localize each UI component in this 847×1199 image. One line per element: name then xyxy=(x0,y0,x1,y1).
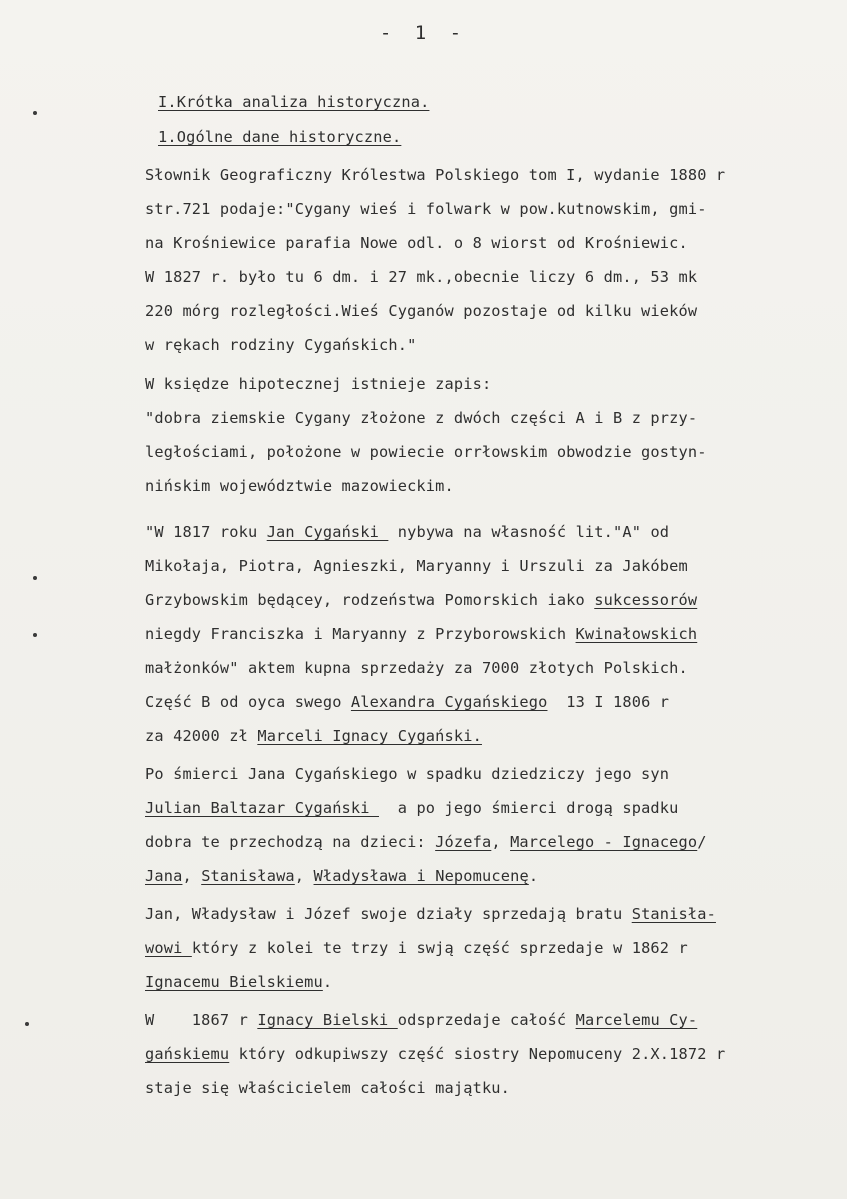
section-heading: I.Krótka analiza historyczna. xyxy=(158,93,430,111)
text-line: W 1827 r. było tu 6 dm. i 27 mk.,obecnie liczy 6 dm., 53 mk xyxy=(145,268,698,286)
text-line: "W 1817 roku Jan Cygański nybywa na własność lit."A" od xyxy=(145,523,670,541)
underlined-name: Alexandra Cygańskiego xyxy=(350,693,548,711)
text-line: Ignacemu Bielskiemu. xyxy=(145,973,333,991)
text-line: Słownik Geograficzny Królestwa Polskiego tom I, wydanie 1880 r xyxy=(145,166,726,184)
text-line: na Krośniewice parafia Nowe odl. o 8 wiorst od Krośniewic. xyxy=(145,234,688,252)
text-line: gańskiemu który odkupiwszy część siostry Nepomuceny 2.X.1872 r xyxy=(145,1045,726,1063)
text-line: ległościami, położone w powiecie orrłowskim obwodzie gostyn- xyxy=(145,443,707,461)
margin-dot xyxy=(33,111,37,115)
underlined-name: Marceli Ignacy Cygański. xyxy=(257,727,482,745)
text-line: małżonków" aktem kupna sprzedaży za 7000 złotych Polskich. xyxy=(145,659,688,677)
underlined-name: Stanisła- xyxy=(631,905,716,923)
text-line: 220 mórg rozległości.Wieś Cyganów pozostaje od kilku wieków xyxy=(145,302,698,320)
underlined-name: Jan Cygański xyxy=(266,523,389,541)
text-line: staje się właścicielem całości majątku. xyxy=(145,1079,511,1097)
text-line: niegdy Franciszka i Maryanny z Przyborowskich Kwinałowskich xyxy=(145,625,698,643)
underlined-name: Julian Baltazar Cygański xyxy=(145,799,379,817)
text-line: Jana, Stanisława, Władysława i Nepomucenę. xyxy=(145,867,539,885)
subsection-heading: 1.Ogólne dane historyczne. xyxy=(158,128,402,146)
underlined-name: Ignacemu Bielskiemu xyxy=(145,973,323,991)
underlined-name: Stanisława xyxy=(201,867,295,885)
text-line: dobra te przechodzą na dzieci: Józefa, Marcelego - Ignacego/ xyxy=(145,833,707,851)
text-line: Część B od oyca swego Alexandra Cygańskiego 13 I 1806 r xyxy=(145,693,670,711)
text-line: Po śmierci Jana Cygańskiego w spadku dziedziczy jego syn xyxy=(145,765,670,783)
page-number: - 1 - xyxy=(379,22,468,44)
underlined-name: gańskiemu xyxy=(145,1045,230,1063)
margin-dot xyxy=(33,576,37,580)
text-line: za 42000 zł Marceli Ignacy Cygański. xyxy=(145,727,482,745)
margin-dot xyxy=(33,633,37,637)
text-line: W 1867 r Ignacy Bielski odsprzedaje całość Marcelemu Cy- xyxy=(145,1011,698,1029)
text-line: Jan, Władysław i Józef swoje działy sprzedają bratu Stanisła- xyxy=(145,905,716,923)
underlined-name: Jana xyxy=(145,867,183,885)
underlined-name: Kwinałowskich xyxy=(575,625,698,643)
text-line: Julian Baltazar Cygański a po jego śmierci drogą spadku xyxy=(145,799,679,817)
text-line: W księdze hipotecznej istnieje zapis: xyxy=(145,375,492,393)
underlined-name: wowi xyxy=(145,939,192,957)
underlined-name: Ignacy Bielski xyxy=(257,1011,398,1029)
underlined-name: Marcelego - Ignacego xyxy=(510,833,698,851)
underlined-word: sukcessorów xyxy=(594,591,698,609)
text-line: w rękach rodziny Cygańskich." xyxy=(145,336,417,354)
text-line: Grzybowskim będącey, rodzeństwa Pomorskich iako sukcessorów xyxy=(145,591,698,609)
underlined-name: Józefa xyxy=(435,833,492,851)
underlined-name: Marcelemu Cy- xyxy=(575,1011,698,1029)
margin-dot xyxy=(25,1022,29,1026)
text-line: Mikołaja, Piotra, Agnieszki, Maryanny i Urszuli za Jakóbem xyxy=(145,557,688,575)
underlined-name: Władysława i Nepomucenę xyxy=(313,867,529,885)
text-line: wowi który z kolei te trzy i swją część sprzedaje w 1862 r xyxy=(145,939,688,957)
text-line: nińskim województwie mazowieckim. xyxy=(145,477,454,495)
text-line: str.721 podaje:"Cygany wieś i folwark w pow.kutnowskim, gmi- xyxy=(145,200,707,218)
text-line: "dobra ziemskie Cygany złożone z dwóch części A i B z przy- xyxy=(145,409,698,427)
